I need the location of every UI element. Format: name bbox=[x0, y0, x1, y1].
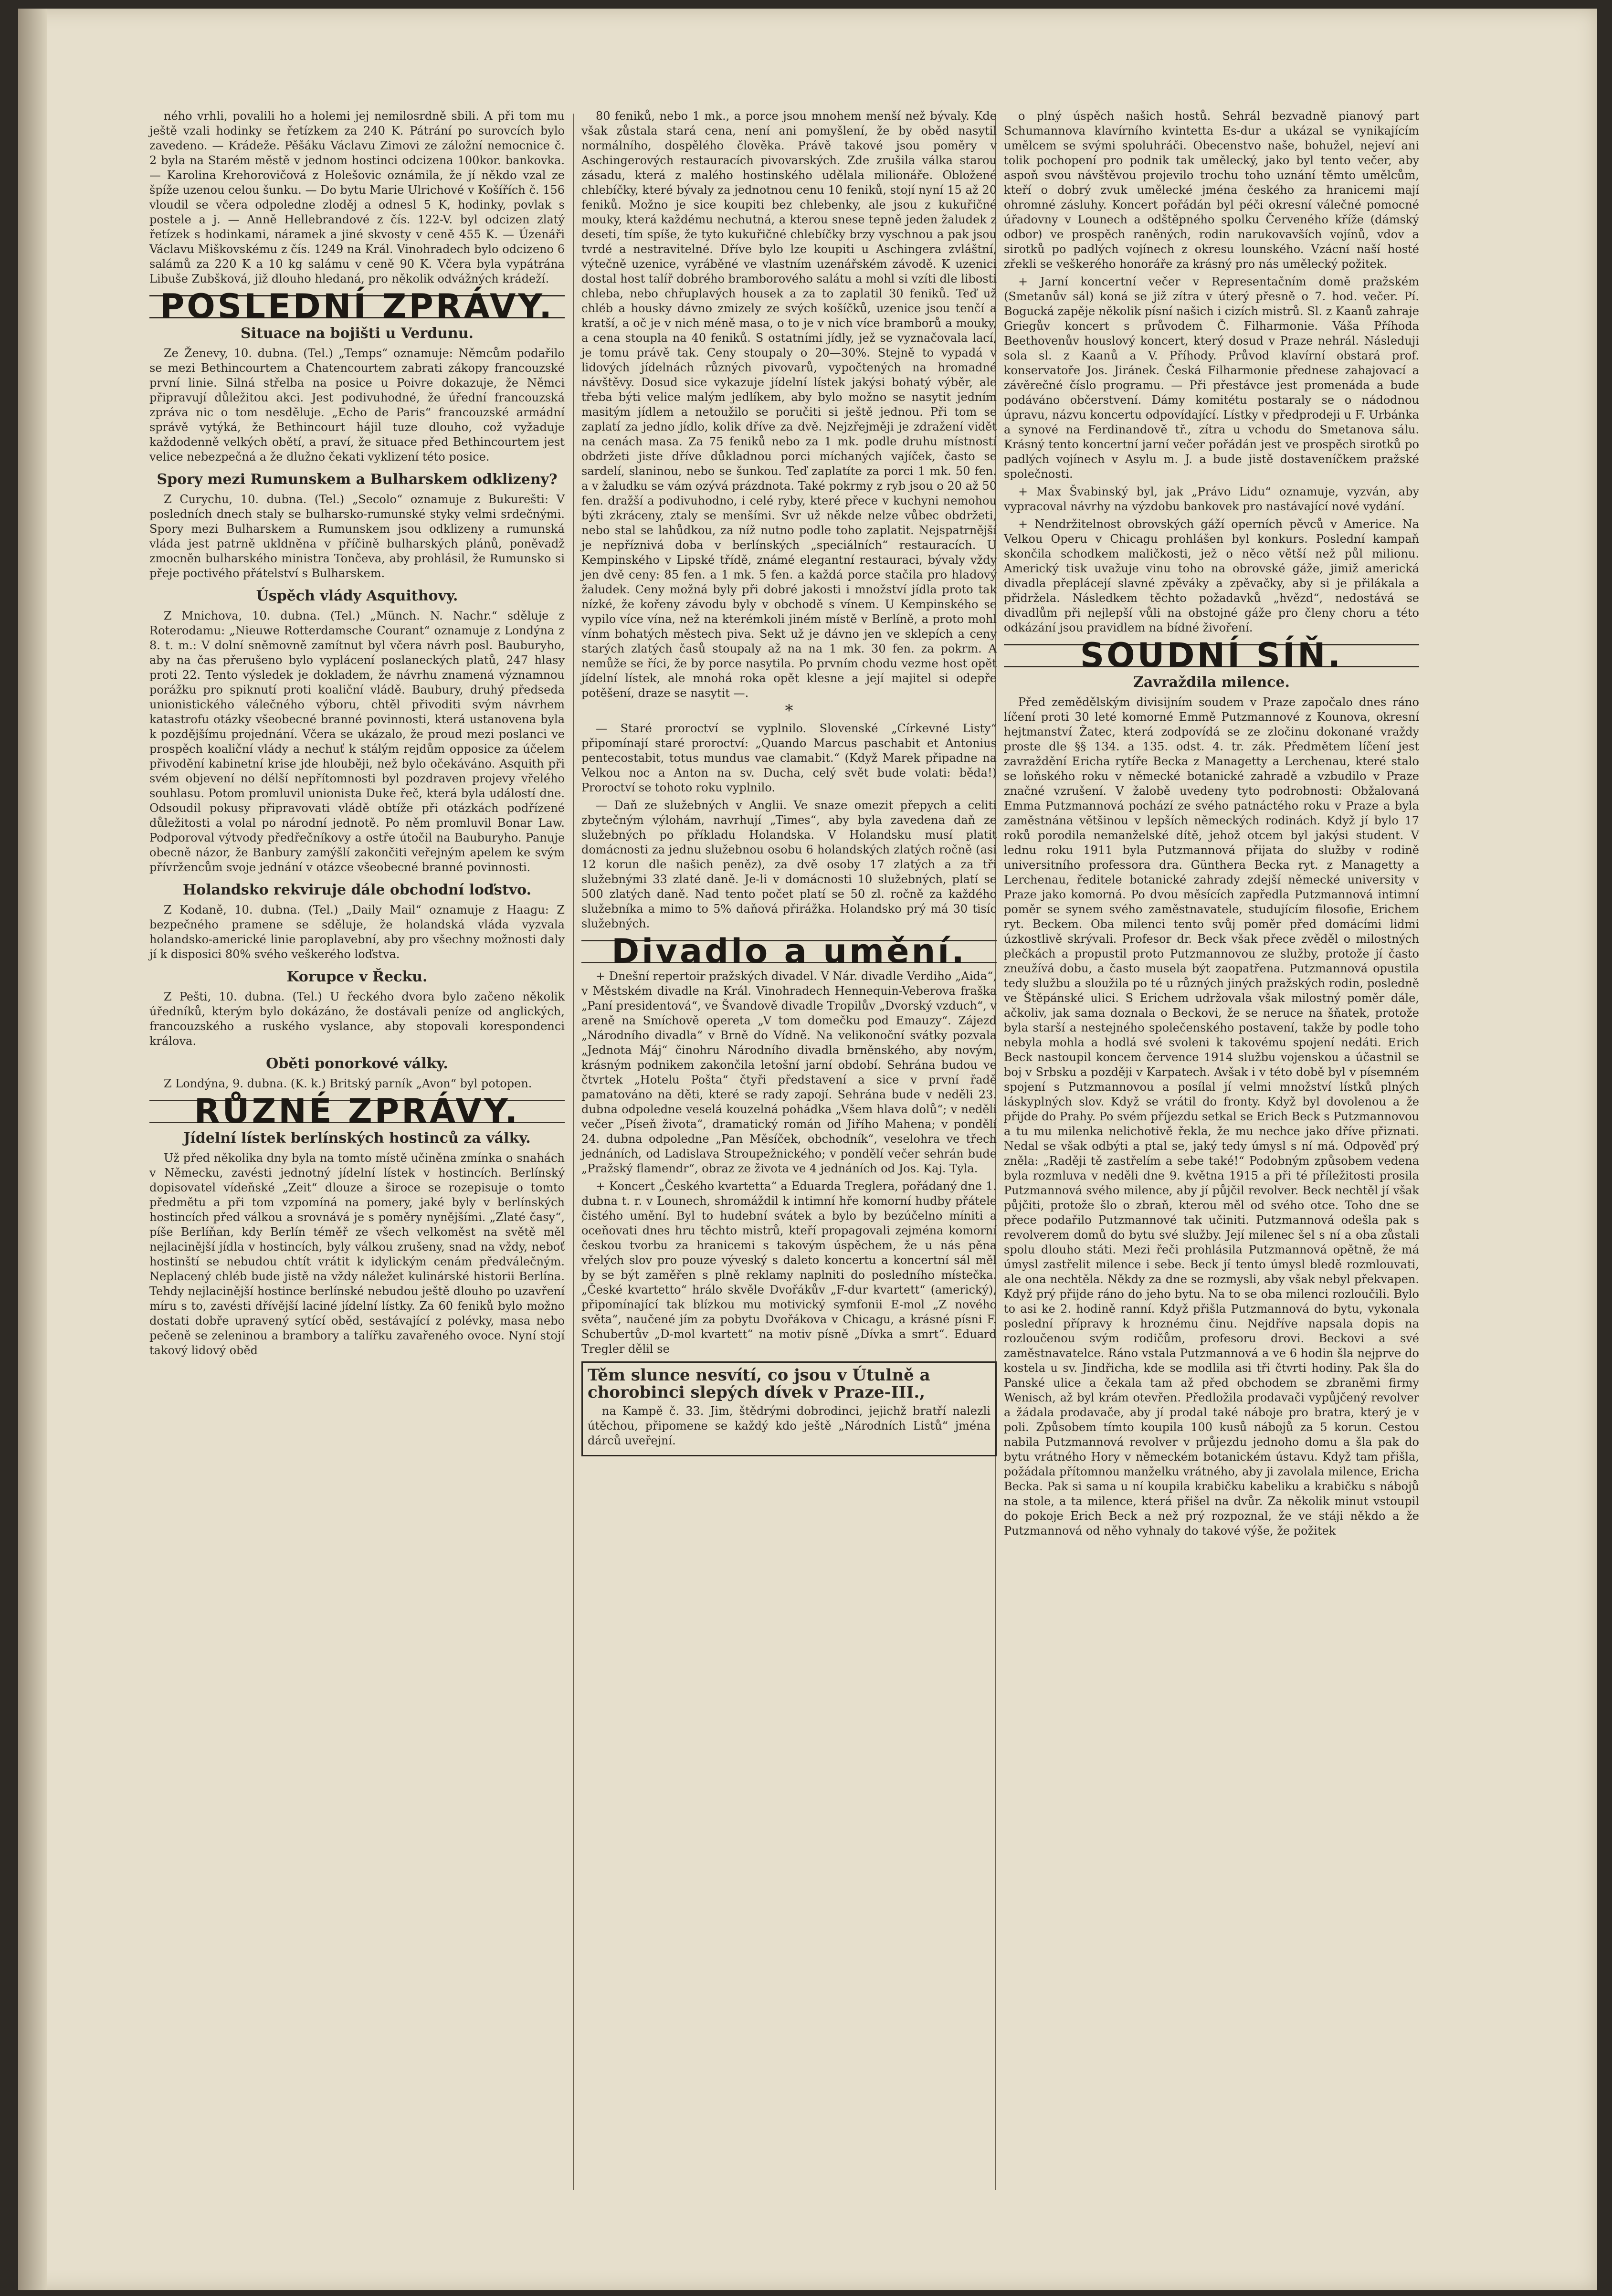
headline: Situace na bojišti u Verdunu. bbox=[240, 325, 474, 342]
article-text: Už před několika dny byla na tomto místě učiněna zmínka o snahách v Německu, zavésti jednotný jídelní lístek v hostincích. Berlínský dopisovatel vídeňské „Zeit“ dlouze a široce se rozepisuje o tomto předmětu a při tom vzpomíná na pomery, jaké byly v berlínských hostincích před válkou a srovnává je s poměry nynějšími. „Zlaté časy“, píše Berlíňan, kdy Berlín téměř ze všech velkoměst na světě měl nejlacinější jídla v hostincích, byly válkou zrušeny, snad na vždy, neboť hostinští se nebudou chtít vrátit k idylickým cenám předválečným. Neplacený chléb bude jistě na vždy náležet kulinárské historii Berlína. Tehdy nejlacinější hostince berlínské nebudou ještě dlouho po uzavření míru s to, zavésti dřívější laciné jídelní lístky. Za 60 feniků bylo možno dostati dobře upravený sytící oběd, sestávající z polévky, masa nebo pečeně se zeleninou a brambory a talířku zavařeného ovoce. Nyní stojí takový lidový oběd bbox=[149, 1151, 565, 1357]
headline: Holandsko rekviruje dále obchodní loďstvo. bbox=[182, 882, 532, 898]
article-text: Z Kodaně, 10. dubna. (Tel.) „Daily Mail“ oznamuje z Haagu: Z bezpečného pramene se sděluje, že holandská vláda vyzvala holandsko-americké linie paroplavební, aby pro všechny možnosti daly jí k disposici 80% svého veškerého loďstva. bbox=[149, 903, 565, 961]
headline: Spory mezi Rumunskem a Bulharskem odklizeny? bbox=[157, 471, 558, 488]
article-text: + Dnešní repertoir pražských divadel. V Nár. divadle Verdiho „Aida“, v Městském divadle na Král. Vinohradech Hennequin-Veberova fraška „Paní presidentová“, ve Švandově divadle Tropilův „Dvorský vzduch“, v areně na Smíchově opereta „V tom domečku pod Emauzy“. Zájezd „Národního divadla“ v Brně do Vídně. Na velikonoční svátky pozvala „Jednota Máj“ činohru Národního divadla brněnského, aby novým, krásným podnikem zakončila letošní jarní období. Sehrána budou ve čtvrtek „Hotelu Pošta“ čtyři představení a sice v první řadě pamatováno na děti, které se rady zapojí. Sehrána bude v neděli 23. dubna odpoledne veselá kouzelná pohádka „Všem hlava dolů“; v neděli večer „Píseň života“, dramatický román od Jiřího Mahena; v pondělí 24. dubna odpoledne „Pan Měsíček, obchodník“, veselohra ve třech jednáních, od Ladislava Stroupežnického; v pondělí večer sehrán bude „Pražský flamendr“, obraz ze života ve 4 jednáních od Jos. Kaj. Tyla. bbox=[581, 969, 997, 1175]
article-text: + Nendržitelnost obrovských gáží operních pěvců v Americe. Na Velkou Operu v Chicagu prohlášen byl konkurs. Poslední kampaň skončila schodkem maličkosti, jež o něco větší než půl milionu. Americký tisk uvažuje vinu toho na obrovské gáže, jimiž americká divadla přeplácejí slavné zpěváky a zpěvačky, aby si je přilákala a přidržela. Následkem těchto požadavků „hvězd“, nedostává se divadlům při nejlepší vůli na obstojné gáže pro členy choru a této odkázání jsou pravidlem na bídné živoření. bbox=[1004, 517, 1419, 634]
article-text: Před zemědělským divisijním soudem v Praze započalo dnes ráno líčení proti 30 leté komorné Emmě Putzmannové z Kounova, okresní hejtmanství Žatec, která zodpovídá se ze zločinu dokonané vraždy proste dle §§ 134. a 135. odst. 4. tr. zák. Předmětem líčení jest zavraždění Ericha rytíře Becka z Managetty a Lerchenau, které stalo se loňského roku v německé botanické zahradě a vzbudilo v Praze značné vzrušení. V žalobě uvedeny tyto podrobnosti: Obžalovaná Emma Putzmannová pochází ze svého patnáctého roku v Praze a byla zaměstnána většinou v lepších německých rodinách. Když jí bylo 17 roků porodila nemanželské dítě, jehož otcem byl jakýsi student. V lednu roku 1911 byla Putzmannová přijata do služby v rodině universitního professora dra. Günthera Becka ryt. z Managetty a Lerchenau, ředitele botanické zahrady zdejší německé university v Praze jako komorná. Po dvou měsících zapředla Putzmannová intimní poměr se synem svého zaměstnavatele, studujícím filosofie, Erichem ryt. Beckem. Oba milenci tento svůj poměr před domácími lidmi úzkostlivě skrývali. Profesor dr. Beck však přece zvěděl o milostných plečkách a propustil proto Putzmannovou ze služby, protože jí často zneužívá dobu, a často musela být zaopatřena. Putzmannová opustila tedy službu a sloužila po té u různých jiných pražských rodin, posledně ve Štěpánské ulici. S Erichem udržovala však milostný poměr dále, ačkoliv, jak sama doznala o Beckovi, že se neruce na šňatek, protože byla starší a nestejného společenského postavení, takže by podle toho nebyla mohla a hodlá své svoleni k takovému spojení nedáti. Erich Beck nastoupil koncem července 1914 službu vojenskou a účastnil se boj v Srbsku a později v Karpatech. Avšak i v této době byl v písemném spojení s Putzmannovou a posílal jí velmi množství lístků plných láskyplných slov. Když se vrátil do fronty. Když byl dovolenou a že přijde do Prahy. Po svém příjezdu setkal se Erich Beck s Putzmannovou a tu mu milenka nelichotivě řekla, že mu nechce jako dříve přiznati. Nedal se však odbýti a ptal se, jaký tedy úmysl s ní má. Odpověď prý zněla: „Raději tě zastřelím a sebe také!“ Podobným způsobem vedena byla rozmluva v neděli dne 9. května 1915 a při té příležitosti prosila Putzmannová svého milence, aby jí půjčil revolver. Beck nechtěl jí však půjčiti, protože šlo o zbraň, kterou měl od svého otce. Toho dne se přece podařilo Putzmannové tak učiniti. Putzmannová odešla pak s revolverem domů do bytu své služby. Její milenec šel s ní a oba zůstali spolu dlouho státi. Mezi řeči prohlásila Putzmannová opětně, že má úmysl zastřelit milence i sebe. Beck jí tento úmysl bledě rozmlouvati, ale ona nechtěla. Někdy za dne se rozmysli, aby však nebyl překvapen. Když prý přijde ráno do jeho bytu. Na to se oba milenci rozloučili. Bylo to asi ke 2. hodině ranní. Když přišla Putzmannová do bytu, vykonala poslední přípravy k hroznému činu. Nejdříve napsala dopis na rozloučenou svým rodičům, profesoru drovi. Beckovi a své zaměstnavatelce. Ráno vstala Putzmannová a ve 6 hodin šla nejprve do kostela u sv. Jindřicha, kde se modlila asi tři čtvrti hodiny. Pak šla do Panské ulice a čekala tam až před obchodem se zbraněmi firmy Wenisch, až byl krám otevřen. Předložila prodavači vypůjčený revolver a žádala prodavače, aby jí prodal také náboje pro bratra, který je v poli. Způsobem tímto koupila 100 kusů nábojů za 5 korun. Cestou nabila Putzmannová revolver v průjezdu jednoho domu a šla pak do bytu vrátného Hory v německém botanickém ústavu. Když tam přišla, požádala přítomnou manželku vrátného, aby ji zavolala milence, Ericha Becka. Pak si sama u ní koupila krabičku kabeliku a krabičku s nábojů na stole, a ta milence, která přišel na dvůr. Za několik minut vstoupil do pokoje Erich Beck a než prý rozpoznal, že ve stáji někdo a že Putzmannová od něho vyhnaly do takové výše, že požitek bbox=[1004, 695, 1419, 1538]
column-3 bbox=[1004, 109, 1419, 1541]
column-divider bbox=[573, 114, 574, 2190]
separator: * bbox=[785, 701, 793, 720]
article-text: + Koncert „Českého kvartetta“ a Eduarda Treglera, pořádaný dne 1. dubna t. r. v Lounech, shromáždil k intimní hře komorní hudby přátele čistého umění. Byl to hudební svátek a bylo by bezúčelno míniti a oceňovati dnes hru těchto mistrů, kteří propagovali zejména komorní českou tvorbu za hranicemi s takovým úspěchem, že u nás pěna vřelých slov pro pouze výveský s daleto koncertu a koncertní sál měl by se být zaměřen s plně reklamy naplniti do posledního místečka. „České kvartetto“ hrálo skvěle Dvořákův „F-dur kvartett“ (americký), připomínající tak blízkou mu motivický symfonii E-mol „Z nového světa“, naučené jím za pobytu Dvořákova v Chicagu, a krásné písni F. Schubertův „D-mol kvartett“ na motiv písně „Dívka a smrt“. Eduard Tregler dělil se bbox=[581, 1180, 997, 1356]
article-text: — Daň ze služebných v Anglii. Ve snaze omezit přepych a celiti zbytečným výlohám, navrhují „Times“, aby byla zavedena daň ze služebných po příkladu Holandska. V Holandsku musí platit domácnosti za jednu služebnou osobu 6 holandských zlatých ročně (asi 12 korun dle našich peněz), za dvě osoby 17 zlatých a za tři služebnými 33 zlaté daně. Je-li v domácnosti 10 služebných, platí se 500 zlatých daně. Nad tento počet platí se 50 zl. ročně za každého služebníka a mimo to 5% daňová přirážka. Holandsko prý má 30 tisíc služebných. bbox=[581, 799, 997, 930]
article-text: 80 feniků, nebo 1 mk., a porce jsou mnohem menší než bývaly. Kde však zůstala stará cena, není ani pomyšlení, že by oběd nasytil normálního, dospělého člověka. Právě takové jsou poměry v Aschingerových restauracích pivovarských. Zde zrušila válka starou zásadu, která z malého hostinského udělala milionáře. Obložené chlebíčky, které bývaly za jednotnou cenu 10 feniků, stojí nyní 15 až 20 feniků. Možno je sice koupiti bez chlebenky, ale jsou z kukuřičné mouky, která každému nechutná, a kterou snese tepně jeden žaludek z deseti, tím spíše, že tyto kukuřičné chlebíčky brzy vyschnou a pak jsou tvrdé a nestravitelné. Dříve bylo lze koupiti u Aschingera zvláštní, výtečně uzenice, vyráběné ve vlastním uzenářském závodě. K uzenici dostal host talíř dobrého bramborového salátu a mohl si vzíti dle libosti chleba, nebo chřuplavých housek a za to zaplatil 30 feniků. Teď už chléb a housky dávno zmizely ze svých košíčků, uzenice jsou tenčí a kratší, a oč je v nich méně masa, o to je v nich více bramborů a mouky, a cena stoupla na 40 feniků. S ostatními jídly, jež se vyznačovala lací, je tomu právě tak. Ceny stoupaly o 20—30%. Stejně to vypadá v lidových jídelnách různých pivovarů, vypočtených na hromadné návštěvy. Dosud sice vykazuje jídelní lístek jakýsi bohatý výběr, ale třeba býti velice malým jedlíkem, aby bylo možno se nasytit jedním masitým jídlem a netoužilo se poručiti si ještě jednou. Při tom se zaplatí za jedno jídlo, kolik dříve za dvě. Nejzřejměji je zdražení vidět na cenách masa. Za 75 feniků nebo za 1 mk. podle druhu místností obdržeti jiste dříve důkladnou porci míchaných vajíček, často se sardelí, slaninou, nebo se šunkou. Teď zaplatíte za porci 1 mk. 50 fen. a v žaludku se vám ozývá prázdnota. Také pokrmy z ryb jsou o 20 až 50 fen. dražší a podivuhodno, i celé ryby, které přece v kuchyni nemohou býti zkráceny, ztaly se menšími. Svr už někde nelze vůbec obdržeti, nebo stal se lahůdkou, za níž nutno podle toho zaplatit. Nejspatrnější je nepříznivá doba v berlínských „speciálních“ restauracích. U Kempinského v Lipské třídě, známé elegantní restauraci, bývaly vždy jen dvě ceny: 85 fen. a 1 mk. 5 fen. a každá porce stačila pro hladový žaludek. Ceny možná byly při dobré jakosti i množství jídla proto tak nízké, že kořeny závodu byly v obchodě s vínem. U Kempinského se vypilo více vína, než na kterémkoli jiném místě v Berlíně, a proto mohl vínm bohatých městech piva. Sekt už je dávno jen ve sklepích a ceny starých zlatých časů stoupaly až na na 1 mk. 30 fen. za pokrm. A nemůže se říci, že by porce nasytila. Po prvním chodu vezme host opět jídelní lístek, ale mnohá roka opět klesne a její majitel si odepře potěšení, draze se nasytit —. bbox=[581, 109, 997, 700]
article-text: o plný úspěch našich hostů. Sehrál bezvadně pianový part Schumannova klavírního kvintetta Es-dur a ukázal se vynikajícím umělcem se svými spoluhráči. Obecenstvo naše, bohužel, nejeví ani tolik pochopení pro podnik tak umělecký, jako byl tento večer, aby aspoň svou návštěvou projevilo trochu toho uznání těmto umělcům, kteří o dobrý zvuk umělecké jména českého za hranicemi mají ohromné zásluhy. Koncert pořádán byl péči okresní válečné pomocné úřadovny v Lounech a odštěpného spolku Červeného kříže (dámský odbor) ve prospěch raněných, rodin narukovavších vojínů, vdov a sirotků po padlých vojínech z okresu lounského. Vzácní naší hosté zřekli se veškerého honoráře za krásný pro nás umělecký požitek. bbox=[1004, 109, 1419, 271]
column-2 bbox=[581, 109, 997, 1456]
notice-text: na Kampě č. 33. Jim, štědrými dobrodinci, jejichž bratří nalezli útěchou, připomene se každý kdo ještě „Národních Listů“ jména dárců uveřejní. bbox=[588, 1404, 990, 1447]
article-text: Z Pešti, 10. dubna. (Tel.) U řeckého dvora bylo začeno několik úředníků, kterým bylo dokázáno, že dostávali peníze od anglických, francouzského a ruského vyslance, aby stopovali korespondenci králova. bbox=[149, 990, 565, 1048]
section-masthead: SOUDNÍ SÍŇ. bbox=[1004, 644, 1419, 667]
section-masthead: Divadlo a umění. bbox=[581, 940, 997, 963]
notice-box bbox=[581, 1361, 997, 1456]
headline: Oběti ponorkové války. bbox=[266, 1055, 448, 1072]
article-text: ného vrhli, povalili ho a holemi jej nemilosrdně sbili. A při tom mu ještě vzali hodinky se řetízkem za 240 K. Pátrání po surovcích bylo zavedeno. — Krádeže. Pěšáku Václavu Zimovi ze záložní nemocnice č. 2 byla na Starém městě v jednom hostinci odcizena 100kor. bankovka. — Karolina Krehorovičová z Holešovic oznámila, že jí někdo vzal ze špíže uzenou celou šunku. — Do bytu Marie Ulrichové v Košířích č. 156 vloudil se včera odpoledne zloděj a odnesl 5 K, hodinky, povlak s postele a j. — Anně Hellebrandové z čís. 122-V. byl odcizen zlatý řetízek s hodinkami, náramek a jiné skvosty v ceně 455 K. — Úzenáři Václavu Miškovskému z čís. 1249 na Král. Vinohradech bylo odcizeno 6 salámů za 220 K a 10 kg salámu v ceně 90 K. Včera byla vypátrána Libuše Zubšková, již dlouho hledaná, pro několik odvážných krádeží. bbox=[149, 109, 565, 285]
headline: Korupce v Řecku. bbox=[286, 969, 428, 985]
section-masthead: POSLEDNÍ ZPRÁVY. bbox=[149, 295, 565, 318]
notice-title: Těm slunce nesvítí, co jsou v Útulně a chorobinci slepých dívek v Praze-III., bbox=[588, 1366, 930, 1402]
article-text: — Staré proroctví se vyplnilo. Slovenské „Církevné Listy“ připomínají staré proroctví: „Quando Marcus paschabit et Antonius pentecostabit, totus mundus vae clamabit.“ (Když Marek připadne na Velkou noc a Anton na sv. Ducha, celý svět bude volati: běda!) Proroctví se tohoto roku vyplnilo. bbox=[581, 722, 997, 794]
article-text: + Max Švabinský byl, jak „Právo Lidu“ oznamuje, vyzván, aby vypracoval návrhy na výzdobu bankovek pro nastávající nové vydání. bbox=[1004, 485, 1419, 513]
page-spine bbox=[18, 9, 47, 2290]
newspaper-page bbox=[18, 9, 1597, 2290]
headline: Jídelní lístek berlínských hostinců za války. bbox=[183, 1130, 531, 1147]
column-1 bbox=[149, 109, 565, 1361]
headline: Úspěch vlády Asquithovy. bbox=[256, 588, 458, 604]
section-masthead: RŮZNÉ ZPRÁVY. bbox=[149, 1100, 565, 1123]
article-text: Z Mnichova, 10. dubna. (Tel.) „Münch. N. Nachr.“ sděluje z Roterodamu: „Nieuwe Rotterdamsche Courant“ oznamuje z Londýna z 8. t. m.: V dolní sněmovně zamítnut byl včera návrh posl. Bauburyho, aby na čas přerušeno bylo vyplácení poslaneckých platů, 247 hlasy proti 22. Tento výsledek je dokladem, že návrhu znamená významnou porážku pro spiknutí proti koaliční vládě. Baubury, druhý předseda unionistického válečného výboru, chtěl přivoditi svým návrhem katastrofu otázky všeobecné branné povinnosti, která ustanovena byla k pozdějšímu projednání. Včera se ukázalo, že proud mezi poslanci ve prospěch koaliční vlády a nechuť k stálým rejdům opposice za účelem přivodění kabinetní krise jde hlouběji, než bylo očekáváno. Asquith při svém objevení no délší nepřítomnosti byl pozdraven projevy vřelého souhlasu. Potom promluvil unionista Duke řeč, která byla událostí dne. Odsoudil pokusy připravovati vládě obtíže při otázkách podřízené důležitosti a volal po národní jednotě. Po něm promluvil Bonar Law. Podporoval výtvody předřečníkovy a ostře útočil na Bauburyho. Panuje obecně názor, že Banbury zamýšlí zakončiti veřejným apelem ke svým přívržencům svoje jednání v otázce všeobecné branné povinnosti. bbox=[149, 609, 565, 874]
article-text: Ze Ženevy, 10. dubna. (Tel.) „Temps“ oznamuje: Němcům podařilo se mezi Bethincourtem a Chatencourtem zabrati zákopy francouzské první linie. Silná střelba na posice u Poivre dokazuje, že Němci připravují důležitou akci. Jest podivuhodné, že úřední francouzská zpráva nic o tom nesděluje. „Echo de Paris“ francouzské armádní správě vytýká, že Bethincourt hájil tuze dlouho, což vyžaduje každodenně velkých obětí, a praví, že situace před Bethincourtem jest velice nebezpečná a že dlužno čekati vyklizení této posice. bbox=[149, 347, 565, 463]
article-text: + Jarní koncertní večer v Representačním domě pražském (Smetanův sál) koná se již zítra v úterý přesně o 7. hod. večer. Pí. Bogucká zapěje několik písní našich i cizích mistrů. Sl. z Kaanů zahraje Griegův koncert s průvodem Č. Filharmonie. Váša Příhoda Beethovenův houslový koncert, který dosud v Praze nehrál. Následuji sola sl. z Kaanů a V. Příhody. Průvod klavírní obstará prof. konservatoře Jos. Jiránek. Česká Filharmonie přednese zahajovací a závěrečné číslo programu. — Při přestávce jest promenáda a bude podáváno občerstvení. Dámy komitétu postaraly se o nádodnou úpravu, názvu koncertu odpovídající. Lístky v předprodeji u F. Urbánka a synové na Ferdinandově tř., zítra u vchodu do Smetanova sálu. Krásný tento koncertní jarní večer pořádán jest ve prospěch sirotků po padlých vojínech v Asylu m. J. a bude jistě dostaveníčkem pražské společnosti. bbox=[1004, 275, 1419, 481]
article-text: Z Curychu, 10. dubna. (Tel.) „Secolo“ oznamuje z Bukurešti: V posledních dnech staly se bulharsko-rumunské styky velmi srdečnými. Spory mezi Bulharskem a Rumunskem jsou odklizeny a rumunská vláda jest patrně ukldněna v příčině bulharských plánů, poněvadž zmocněn bulharského ministra Tončeva, aby prohlásil, že Rumunsko si přeje poctivého přátelství s Bulharskem. bbox=[149, 493, 565, 580]
headline: Zavraždila milence. bbox=[1133, 674, 1290, 691]
article-text: Z Londýna, 9. dubna. (K. k.) Britský parník „Avon“ byl potopen. bbox=[164, 1077, 532, 1090]
